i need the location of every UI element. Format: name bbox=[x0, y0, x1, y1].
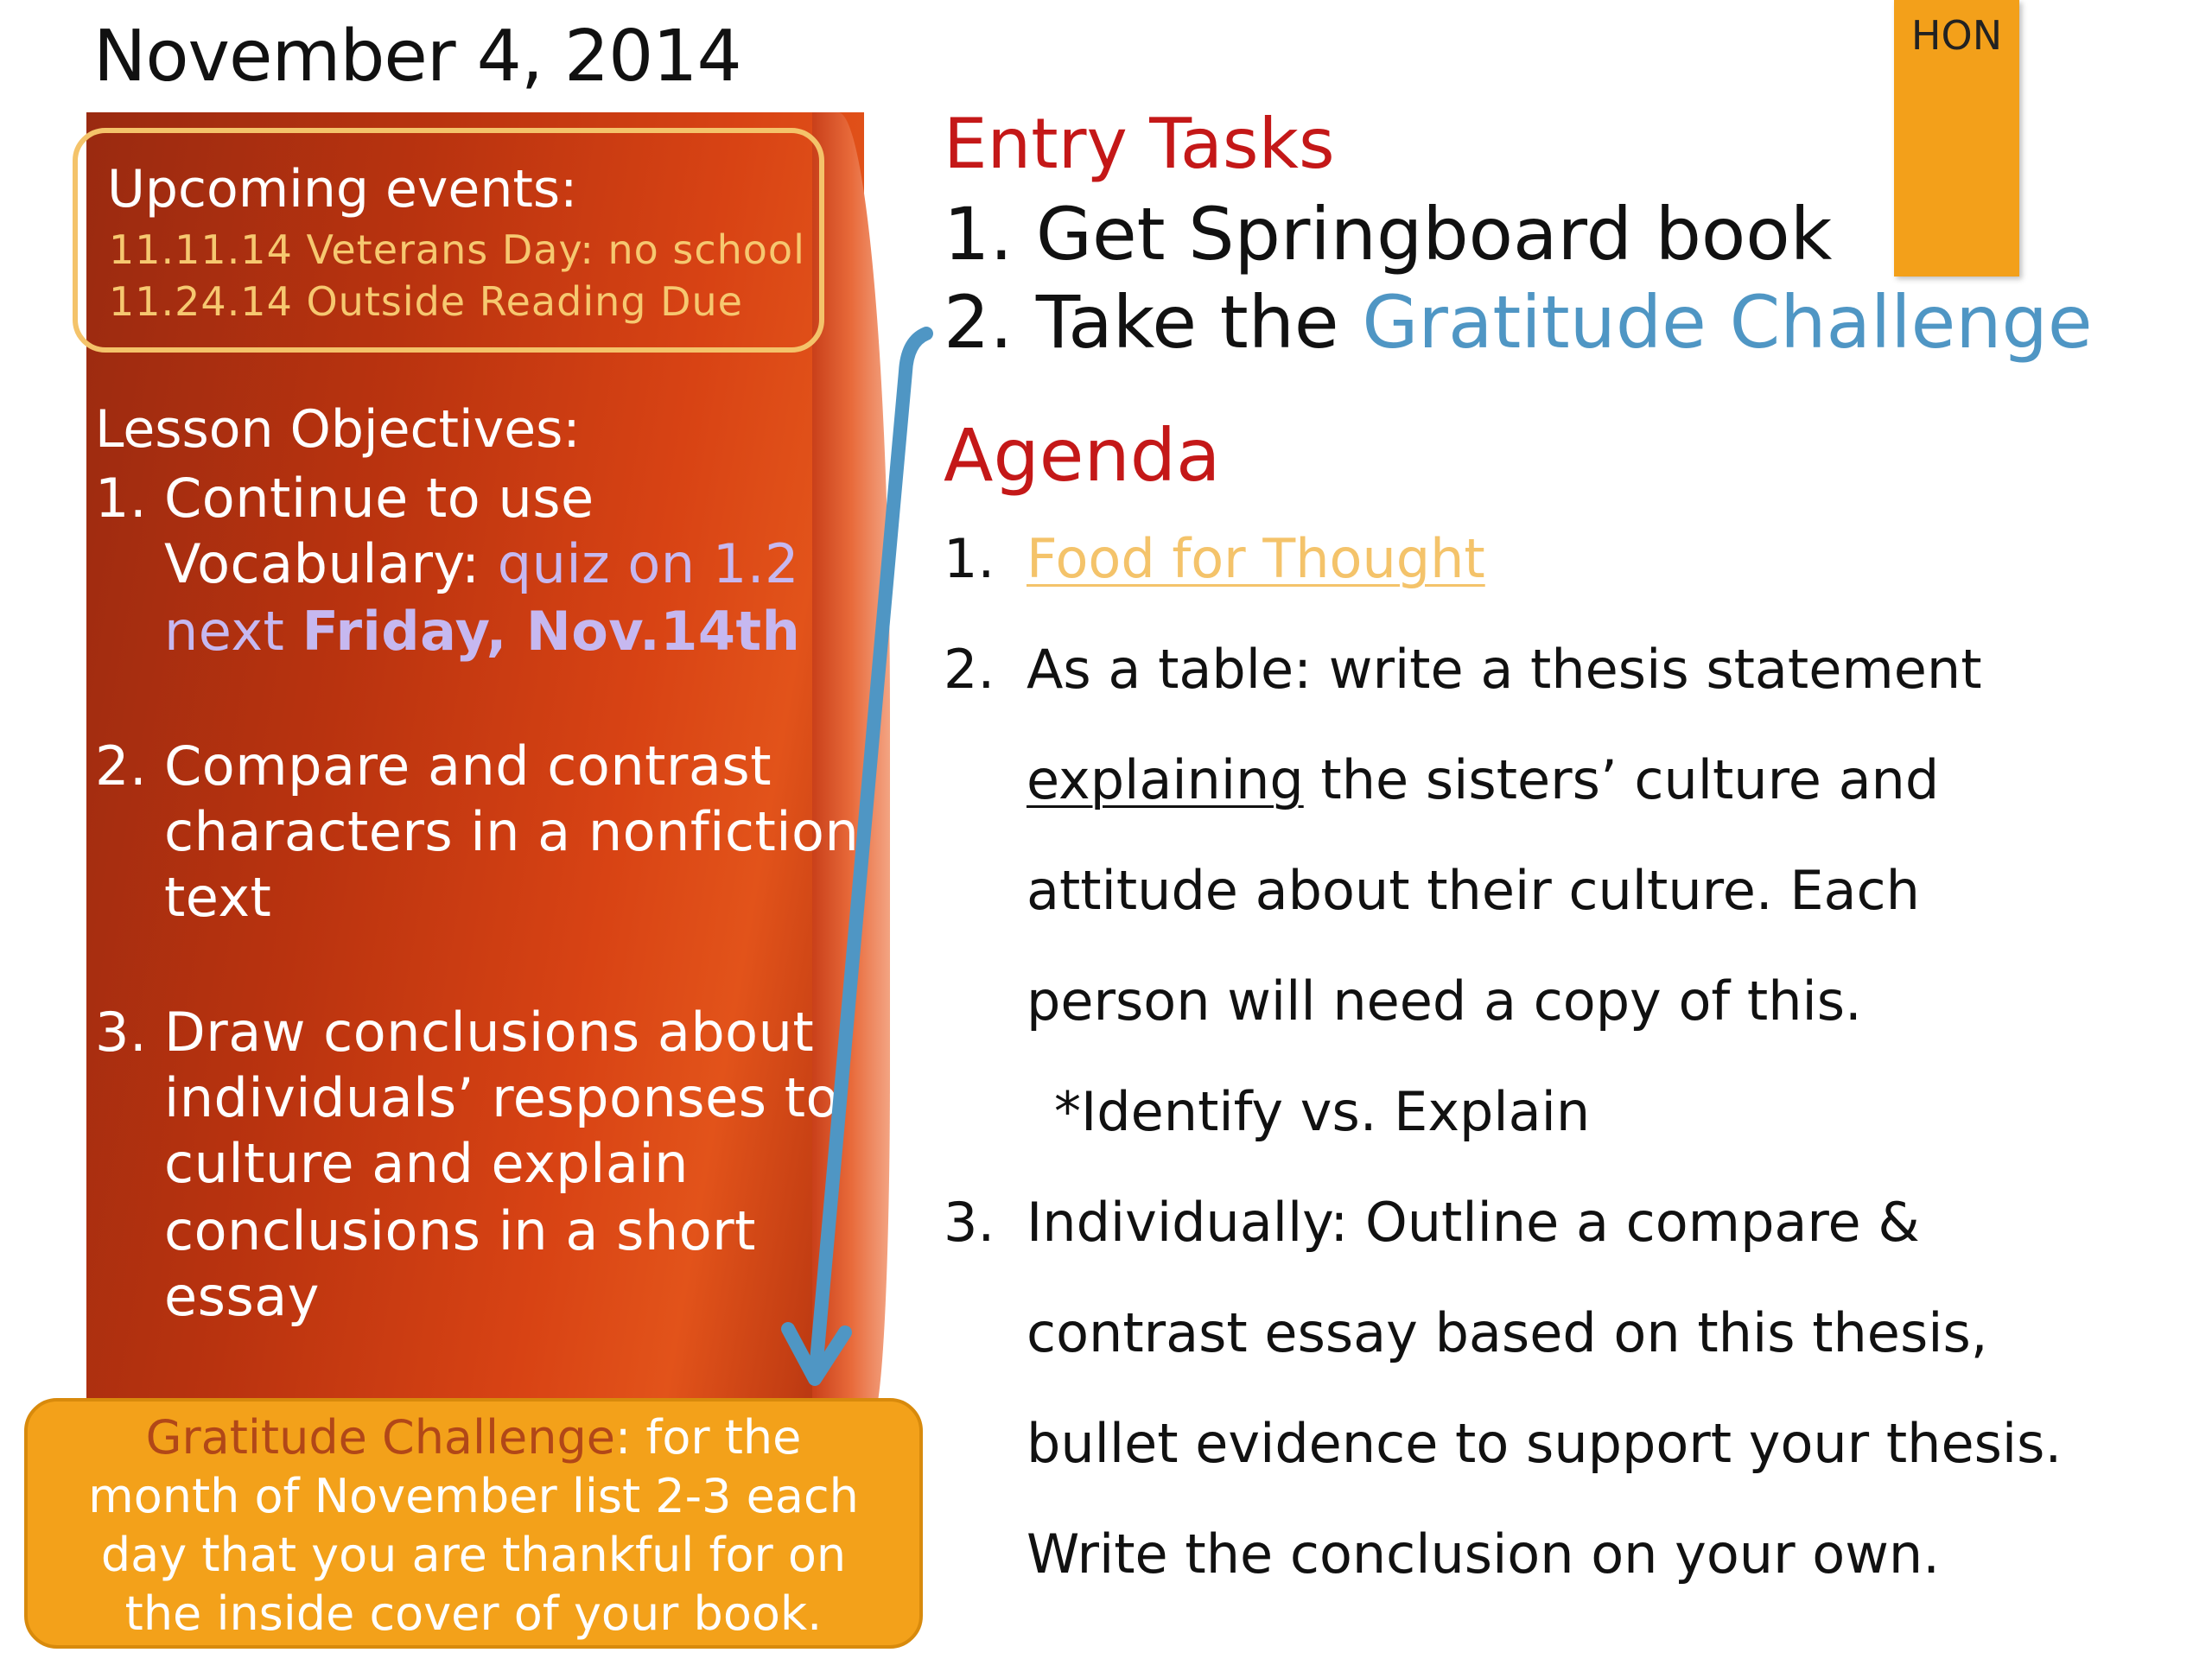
objective-text-part: Vocabulary: bbox=[164, 532, 498, 595]
event-item: 11.11.14 Veterans Day: no school bbox=[109, 226, 805, 273]
agenda-text: Write the conclusion on your own. bbox=[1027, 1522, 1940, 1586]
gratitude-title: Gratitude Challenge bbox=[145, 1410, 615, 1465]
objective-text: text bbox=[164, 866, 272, 929]
objective-text bbox=[164, 532, 799, 595]
explaining-underlined: explaining bbox=[1027, 748, 1304, 811]
gratitude-challenge-link[interactable]: Gratitude Challenge bbox=[1362, 280, 2093, 365]
slide-title: November 4, 2014 bbox=[93, 16, 741, 98]
agenda-text: attitude about their culture. Each bbox=[1027, 859, 1920, 922]
agenda-text-part: the sisters’ culture and bbox=[1303, 748, 1940, 811]
objective-text: Compare and contrast bbox=[164, 734, 772, 798]
gratitude-text: day that you are thankful for on bbox=[100, 1528, 847, 1582]
objective-text: culture and explain bbox=[164, 1132, 689, 1195]
agenda-text: person will need a copy of this. bbox=[1027, 969, 1862, 1033]
gratitude-text: month of November list 2-3 each bbox=[88, 1469, 859, 1523]
agenda-text bbox=[1027, 748, 1939, 811]
entry-task-item: 1. Get Springboard book bbox=[944, 192, 1833, 276]
objective-text: characters in a nonfiction bbox=[164, 800, 860, 863]
gratitude-text-part: : for the bbox=[614, 1410, 802, 1465]
entry-task-text: 2. Take the bbox=[944, 280, 1363, 365]
food-for-thought-link[interactable]: Food for Thought bbox=[1027, 527, 1485, 590]
gratitude-text bbox=[24, 1410, 923, 1465]
gratitude-text: the inside cover of your book. bbox=[124, 1586, 823, 1641]
agenda-text: contrast essay based on this thesis, bbox=[1027, 1301, 1988, 1364]
quiz-date-highlight: Friday, Nov.14th bbox=[302, 600, 801, 663]
agenda-number: 3. bbox=[944, 1191, 995, 1254]
objective-text: individuals’ responses to bbox=[164, 1066, 839, 1129]
vocab-quiz-highlight: quiz on 1.2 bbox=[497, 532, 799, 595]
objective-text: essay bbox=[164, 1265, 320, 1328]
objective-text: Draw conclusions about bbox=[164, 1001, 815, 1064]
entry-tasks-heading: Entry Tasks bbox=[944, 104, 1335, 184]
objective-text-part: next bbox=[164, 600, 302, 663]
objective-number: 1. bbox=[95, 467, 148, 530]
agenda-text: bullet evidence to support your thesis. bbox=[1027, 1412, 2063, 1475]
objective-number: 2. bbox=[95, 734, 148, 798]
hon-label: HON bbox=[1910, 12, 2003, 59]
agenda-text: Individually: Outline a compare & bbox=[1027, 1191, 1920, 1254]
agenda-text: As a table: write a thesis statement bbox=[1027, 638, 1982, 701]
objective-text: conclusions in a short bbox=[164, 1199, 756, 1262]
objective-text: Continue to use bbox=[164, 467, 594, 530]
lesson-objectives-title: Lesson Objectives: bbox=[95, 399, 581, 460]
agenda-heading: Agenda bbox=[944, 413, 1221, 498]
objective-number: 3. bbox=[95, 1001, 148, 1064]
entry-task-item bbox=[944, 280, 2093, 365]
upcoming-events-title: Upcoming events: bbox=[107, 159, 578, 219]
agenda-note: *Identify vs. Explain bbox=[1054, 1080, 1591, 1143]
agenda-number: 2. bbox=[944, 638, 995, 701]
objective-text bbox=[164, 600, 800, 663]
agenda-number: 1. bbox=[944, 527, 995, 590]
event-item: 11.24.14 Outside Reading Due bbox=[109, 278, 743, 325]
